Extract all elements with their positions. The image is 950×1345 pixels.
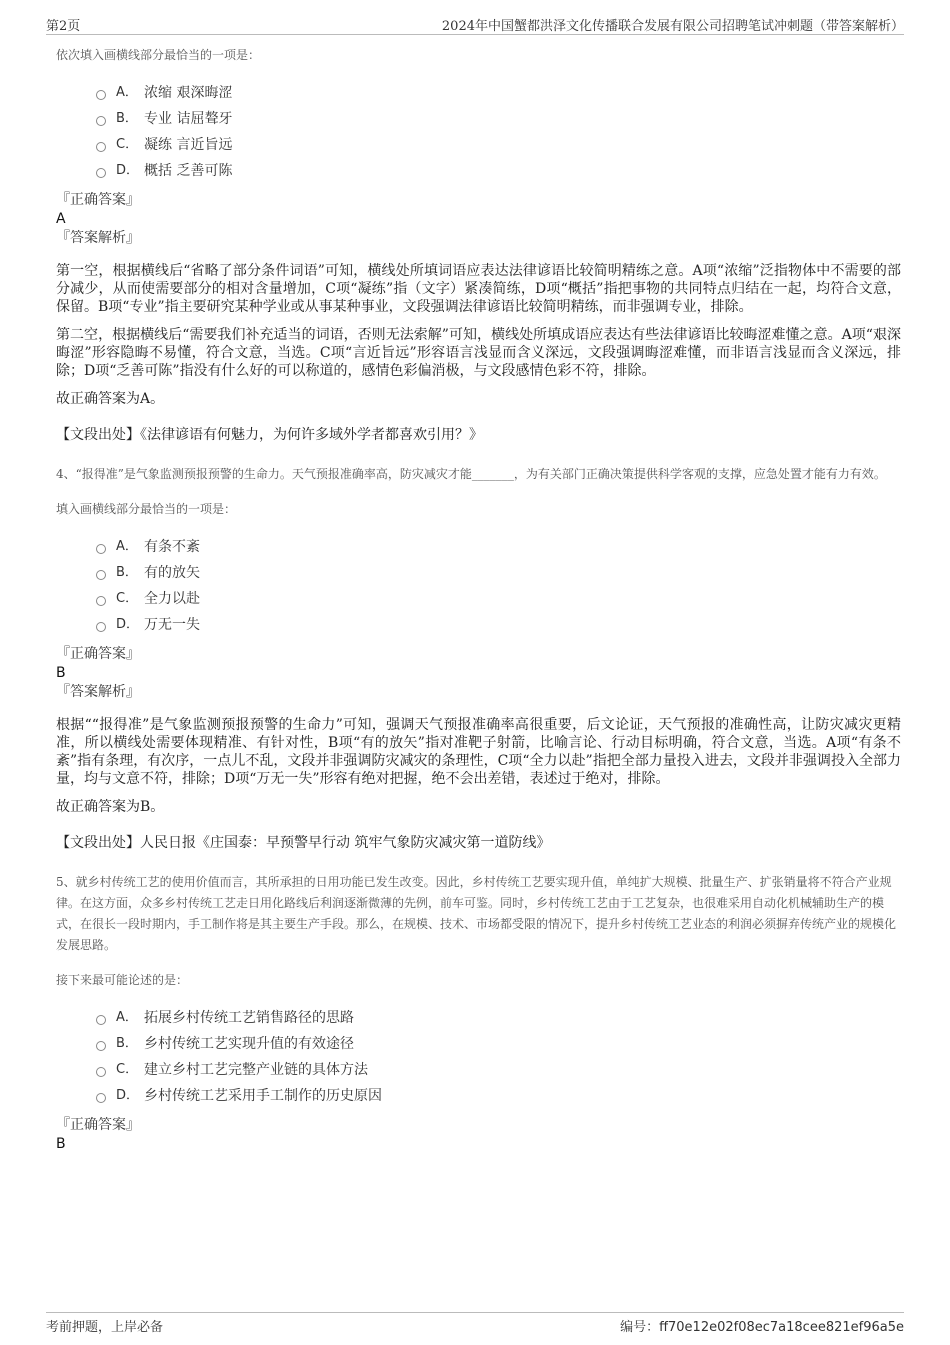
passage-source: 【文段出处】《法律谚语有何魅力，为何许多域外学者都喜欢引用？》 <box>56 427 483 443</box>
option-text: 拓展乡村传统工艺销售路径的思路 <box>144 1010 354 1026</box>
analysis-tag: 『答案解析』 <box>56 230 140 246</box>
option-b[interactable] <box>96 560 901 586</box>
radio-button[interactable] <box>96 544 106 554</box>
correct-answer: B <box>56 665 66 681</box>
option-a[interactable] <box>96 80 901 106</box>
option-letter: D． <box>116 1088 140 1103</box>
analysis-paragraph: 第二空，根据横线后“需要我们补充适当的词语，否则无法索解”可知，横线处所填成语应表达有些法律谚语比较晦涩难懂之意。A项“艰深晦涩”形容隐晦不易懂，符合文意，当选。C项“言近旨远”形容语言浅显而含义深远，文段强调晦涩难懂，而非语言浅显而含义深远，排除；D项“乏善可陈”指没有什么好的可以称道的，感情色彩偏消极，与文段感情色彩不符，排除。 <box>56 327 901 379</box>
analysis-tag: 『答案解析』 <box>56 684 140 700</box>
answer-tag: 『正确答案』 <box>56 646 140 662</box>
passage-source: 【文段出处】人民日报《庄国泰：早预警早行动 筑牢气象防灾减灾第一道防线》 <box>56 835 551 851</box>
option-b[interactable] <box>96 1031 901 1057</box>
analysis-conclusion: 故正确答案为A。 <box>56 391 165 407</box>
question-5 <box>56 872 901 1153</box>
document-title: 2024年中国蟹都洪泽文化传播联合发展有限公司招聘笔试冲刺题（带答案解析） <box>441 19 904 34</box>
option-text: 凝练 言近旨远 <box>144 137 233 153</box>
radio-button[interactable] <box>96 1041 106 1051</box>
question-prompt: 依次填入画横线部分最恰当的一项是： <box>56 48 261 62</box>
option-c[interactable] <box>96 132 901 158</box>
option-c[interactable] <box>96 1057 901 1083</box>
page-number: 第2页 <box>46 19 81 34</box>
question-prompt: 接下来最可能论述的是： <box>56 973 189 987</box>
option-list <box>96 80 901 184</box>
radio-button[interactable] <box>96 142 106 152</box>
page-footer <box>46 1312 904 1335</box>
option-letter: D． <box>116 617 140 632</box>
analysis-paragraph: 根据““报得准”是气象监测预报预警的生命力”可知，强调天气预报准确率高很重要，后文论证，天气预报的准确性高，让防灾减灾更精准，所以横线处需要体现精准、有针对性，B项“有的放矢”指对准靶子射箭，比喻言论、行动目标明确，符合文意，当选。A项“有条不紊”指有条理，有次序，一点儿不乱，文段并非强调防灾减灾的条理性，C项“全力以赴”指把全部力量投入进去，文段并非强调投入全部力量，均与文意不符，排除；D项“万无一失”形容有绝对把握，绝不会出差错，表述过于绝对，排除。 <box>56 717 901 787</box>
answer-tag: 『正确答案』 <box>56 1117 140 1133</box>
page-header <box>46 14 904 35</box>
option-letter: C． <box>116 137 139 152</box>
radio-button[interactable] <box>96 570 106 580</box>
radio-button[interactable] <box>96 116 106 126</box>
question-stem: 5、就乡村传统工艺的使用价值而言，其所承担的日用功能已发生改变。因此，乡村传统工艺要实现升值，单纯扩大规模、批量生产、扩张销量将不符合产业规律。在这方面，众多乡村传统工艺走日用化路线后利润逐渐微薄的先例，前车可鉴。同时，乡村传统工艺由于工艺复杂，也很难采用自动化机械辅助生产的模式，在很长一段时期内，手工制作将是其主要生产手段。那么，在规模、技术、市场都受限的情况下，提升乡村传统工艺业态的利润必须摒弃传统产业的规模化发展思路。 <box>56 875 897 952</box>
analysis-paragraph: 第一空，根据横线后“省略了部分条件词语”可知，横线处所填词语应表达法律谚语比较简明精练之意。A项“浓缩”泛指物体中不需要的部分减少，从而使需要部分的相对含量增加，C项“凝练”指（文字）紧凑简练，D项“概括”指把事物的共同特点归结在一起，均符合文意，保留。B项“专业”指主要研究某种学业或从事某种事业，文段强调法律谚语比较简明精练，而非强调专业，排除。 <box>56 263 901 315</box>
option-list <box>96 1005 901 1109</box>
option-letter: B． <box>116 1036 138 1051</box>
option-a[interactable] <box>96 1005 901 1031</box>
analysis-conclusion: 故正确答案为B。 <box>56 799 165 815</box>
question-stem: 4、“报得准”是气象监测预报预警的生命力。天气预报准确率高，防灾减灾才能_______，为有关部门正确决策提供科学客观的支撑，应急处置才能有力有效。 <box>56 467 886 481</box>
radio-button[interactable] <box>96 622 106 632</box>
option-text: 有的放矢 <box>144 565 200 581</box>
option-text: 浓缩 艰深晦涩 <box>144 85 233 101</box>
option-text: 专业 诘屈聱牙 <box>144 111 233 127</box>
option-letter: A． <box>116 539 138 554</box>
option-list <box>96 534 901 638</box>
option-a[interactable] <box>96 534 901 560</box>
option-letter: A． <box>116 85 138 100</box>
option-letter: B． <box>116 111 138 126</box>
radio-button[interactable] <box>96 168 106 178</box>
option-text: 有条不紊 <box>144 539 200 555</box>
question-prompt: 填入画横线部分最恰当的一项是： <box>56 502 237 516</box>
option-text: 万无一失 <box>144 617 200 633</box>
answer-tag: 『正确答案』 <box>56 192 140 208</box>
option-text: 全力以赴 <box>144 591 200 607</box>
question-4 <box>56 464 901 852</box>
document-id: 编号：ff70e12e02f08ec7a18cee821ef96a5e <box>620 1320 904 1335</box>
option-letter: B． <box>116 565 138 580</box>
option-letter: D． <box>116 163 140 178</box>
option-letter: A． <box>116 1010 138 1025</box>
radio-button[interactable] <box>96 90 106 100</box>
option-c[interactable] <box>96 586 901 612</box>
option-d[interactable] <box>96 1083 901 1109</box>
radio-button[interactable] <box>96 1067 106 1077</box>
correct-answer: A <box>56 211 66 227</box>
question-3 <box>56 45 901 444</box>
option-text: 概括 乏善可陈 <box>144 163 233 179</box>
option-b[interactable] <box>96 106 901 132</box>
correct-answer: B <box>56 1136 66 1152</box>
radio-button[interactable] <box>96 596 106 606</box>
option-text: 乡村传统工艺实现升值的有效途径 <box>144 1036 354 1052</box>
radio-button[interactable] <box>96 1093 106 1103</box>
radio-button[interactable] <box>96 1015 106 1025</box>
page-content <box>56 45 901 1153</box>
option-d[interactable] <box>96 612 901 638</box>
option-d[interactable] <box>96 158 901 184</box>
option-letter: C． <box>116 591 139 606</box>
footer-slogan: 考前押题，上岸必备 <box>46 1320 164 1335</box>
option-letter: C． <box>116 1062 139 1077</box>
option-text: 乡村传统工艺采用手工制作的历史原因 <box>144 1088 382 1104</box>
option-text: 建立乡村工艺完整产业链的具体方法 <box>144 1062 368 1078</box>
